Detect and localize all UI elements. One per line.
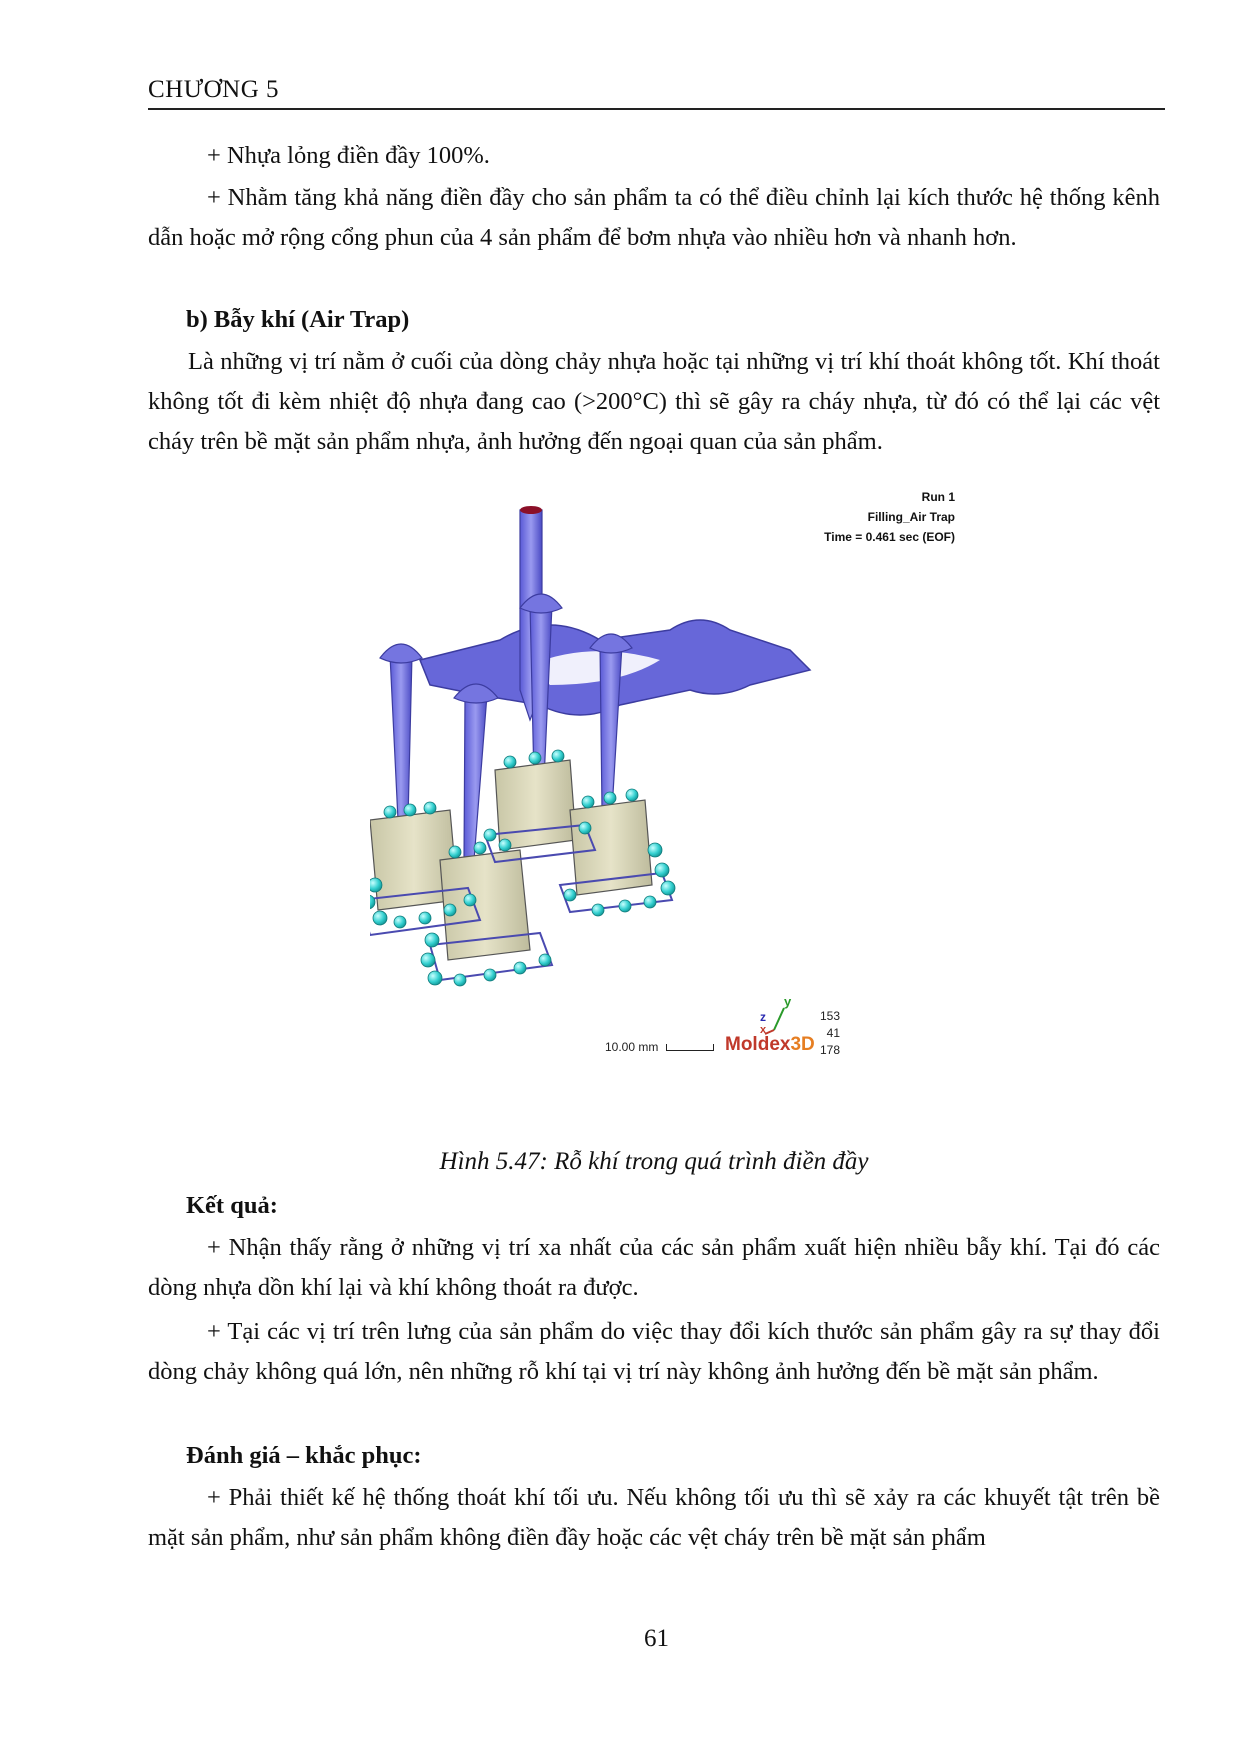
view-angle-c: 178 — [819, 1043, 840, 1057]
heading-evaluation: Đánh giá – khắc phục: — [186, 1442, 422, 1469]
axis-y-label: y — [784, 994, 792, 1009]
scale-bar-line — [666, 1044, 714, 1051]
page-number: 61 — [644, 1625, 669, 1652]
paragraph-fill-improve: + Nhằm tăng khả năng điền đầy cho sản phẩm ta có thể điều chỉnh lại kích thước hệ thống kênh dẫn hoặc mở rộng cổng phun của 4 sản phẩm để bơm nhựa vào nhiều hơn và nhanh hơn. — [148, 184, 1160, 251]
scale-bar-label: 10.00 mm — [605, 1040, 659, 1054]
paragraph-air-trap-desc: Là những vị trí nằm ở cuối của dòng chảy nhựa hoặc tại những vị trí khí thoát không tốt. Khí thoát không tốt đi kèm nhiệt độ nhựa đang cao (>200°C) thì sẽ gây ra cháy nhựa, từ đó có thể lại các vệt cháy trên bề mặt sản phẩm nhựa, ảnh hưởng đến ngoại quan của sản phẩm. — [148, 348, 1160, 455]
figure-result-label: Filling_Air Trap — [867, 510, 955, 524]
figure-caption: Hình 5.47: Rỗ khí trong quá trình điền đầy — [439, 1148, 869, 1175]
moldex3d-logo: Moldex3D — [725, 1034, 815, 1055]
view-angle-a: 153 — [819, 1009, 840, 1023]
view-angle-b: 41 — [826, 1026, 840, 1040]
paragraph-result-1: + Nhận thấy rằng ở những vị trí xa nhất của các sản phẩm xuất hiện nhiều bẫy khí. Tại đó các dòng nhựa dồn khí lại và khí không thoát ra được. — [148, 1234, 1160, 1301]
paragraph-evaluation: + Phải thiết kế hệ thống thoát khí tối ưu. Nếu không tối ưu thì sẽ xảy ra các khuyết tật trên bề mặt sản phẩm, như sản phẩm không điền đầy hoặc các vệt cháy trên bề mặt sản phẩm — [148, 1484, 1160, 1551]
figure-time-label: Time = 0.461 sec (EOF) — [824, 530, 955, 544]
heading-air-trap: b) Bẫy khí (Air Trap) — [186, 306, 410, 333]
scale-bar — [605, 1040, 714, 1054]
paragraph-result-2: + Tại các vị trí trên lưng của sản phẩm do việc thay đổi kích thước sản phẩm gây ra sự thay đổi dòng chảy không quá lớn, nên những rỗ khí tại vị trí này không ảnh hưởng đến bề mặt sản phẩm. — [148, 1318, 1160, 1385]
axis-x-label: x — [760, 1024, 767, 1036]
heading-result: Kết quả: — [186, 1192, 278, 1219]
figure-run-label: Run 1 — [921, 490, 955, 504]
chapter-header — [148, 76, 1165, 110]
mold-model-illustration — [370, 490, 960, 1130]
air-trap-figure — [370, 490, 960, 1130]
chapter-title: CHƯƠNG 5 — [148, 76, 280, 103]
axis-z-label: z — [760, 1010, 766, 1024]
paragraph-fill-100: + Nhựa lỏng điền đầy 100%. — [207, 142, 490, 169]
